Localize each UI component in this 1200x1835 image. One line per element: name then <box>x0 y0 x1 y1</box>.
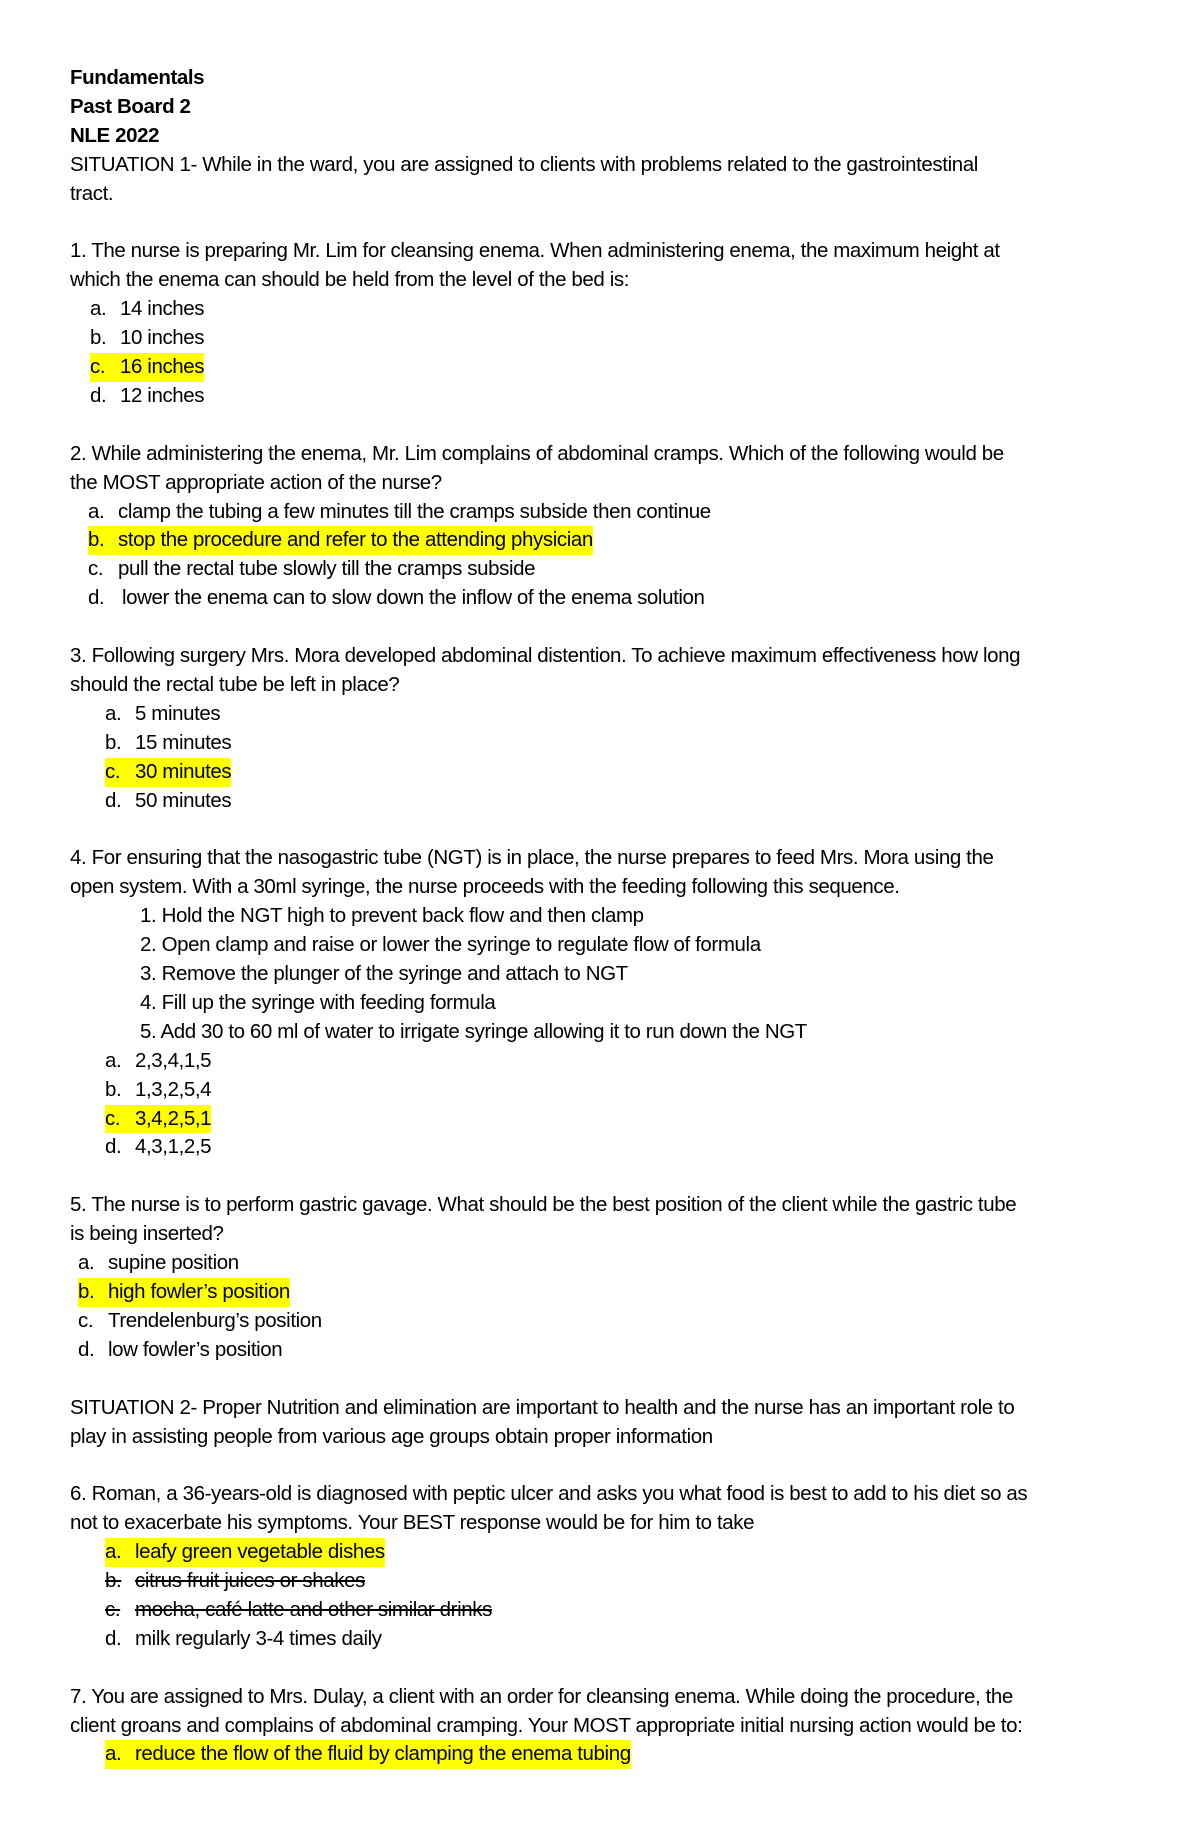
question-2-options <box>70 498 1150 614</box>
exam-title: NLE 2022 <box>70 123 160 147</box>
option-a: a. clamp the tubing a few minutes till the cramps subside then continue <box>88 499 711 523</box>
option-c-answer: c. 3,4,2,5,1 <box>105 1105 1150 1134</box>
option-c-struck: c. mocha, café latte and other similar drinks <box>105 1597 492 1621</box>
question-1-options <box>70 295 1150 411</box>
question-7-options <box>70 1740 1150 1769</box>
option-d: d. lower the enema can to slow down the inflow of the enema solution <box>88 586 705 610</box>
question-6-options <box>70 1538 1150 1654</box>
question-2-line-1: 2. While administering the enema, Mr. Lim complains of abdominal cramps. Which of the following would be <box>70 441 1004 465</box>
option-c: c. Trendelenburg’s position <box>78 1308 322 1332</box>
option-d: d. 4,3,1,2,5 <box>105 1135 212 1159</box>
question-5-line-1: 5. The nurse is to perform gastric gavage. What should be the best position of the client while the gastric tube <box>70 1193 1017 1217</box>
subject-title: Fundamentals <box>70 66 205 89</box>
question-3-options <box>70 700 1150 816</box>
option-b: b. 10 inches <box>90 326 205 350</box>
step-3: 3. Remove the plunger of the syringe and attach to NGT <box>140 962 628 986</box>
option-a: a. 2,3,4,1,5 <box>105 1048 212 1072</box>
question-4-line-1: 4. For ensuring that the nasogastric tube (NGT) is in place, the nurse prepares to feed Mrs. Mora using the <box>70 846 994 870</box>
question-5-options <box>70 1249 1150 1365</box>
option-c: c. pull the rectal tube slowly till the cramps subside <box>88 557 536 581</box>
question-5-line-2: is being inserted? <box>70 1222 224 1246</box>
option-a: a. supine position <box>78 1251 239 1275</box>
question-4-line-2: open system. With a 30ml syringe, the nurse proceeds with the feeding following this sequence. <box>70 875 900 899</box>
situation-2-line-1: SITUATION 2- Proper Nutrition and elimination are important to health and the nurse has an important role to <box>70 1395 1015 1419</box>
step-5: 5. Add 30 to 60 ml of water to irrigate syringe allowing it to run down the NGT <box>140 1019 807 1043</box>
option-d: d. milk regularly 3-4 times daily <box>105 1626 382 1650</box>
question-4-steps <box>70 902 1150 1047</box>
option-c-answer: c. 16 inches <box>90 353 1150 382</box>
option-d: d. 50 minutes <box>105 788 232 812</box>
option-b: b. 15 minutes <box>105 730 232 754</box>
question-6-line-2: not to exacerbate his symptoms. Your BEST response would be for him to take <box>70 1511 755 1535</box>
step-1: 1. Hold the NGT high to prevent back flow and then clamp <box>140 904 644 928</box>
option-c-answer: c. 30 minutes <box>105 758 1150 787</box>
question-4-options <box>70 1047 1150 1163</box>
step-4: 4. Fill up the syringe with feeding formula <box>140 990 496 1014</box>
question-3-line-2: should the rectal tube be left in place? <box>70 672 400 696</box>
situation-2-line-2: play in assisting people from various age groups obtain proper information <box>70 1424 713 1448</box>
question-7-line-1: 7. You are assigned to Mrs. Dulay, a client with an order for cleansing enema. While doing the procedure, the <box>70 1684 1013 1708</box>
situation-1-line-1: SITUATION 1- While in the ward, you are assigned to clients with problems related to the gastrointestinal <box>70 152 978 176</box>
question-7-line-2: client groans and complains of abdominal cramping. Your MOST appropriate initial nursing action would be to: <box>70 1713 1023 1737</box>
option-b-answer: b. high fowler’s position <box>78 1278 1150 1307</box>
question-6-line-1: 6. Roman, a 36-years-old is diagnosed with peptic ulcer and asks you what food is best to add to his diet so as <box>70 1482 1028 1506</box>
option-d: d. low fowler’s position <box>78 1337 283 1361</box>
option-b-answer: b. stop the procedure and refer to the attending physician <box>88 526 1150 555</box>
situation-1-line-2: tract. <box>70 181 114 205</box>
question-2-line-2: the MOST appropriate action of the nurse? <box>70 470 442 494</box>
option-b-struck: b. citrus fruit juices or shakes <box>105 1569 365 1593</box>
option-b: b. 1,3,2,5,4 <box>105 1077 212 1101</box>
question-3-line-1: 3. Following surgery Mrs. Mora developed abdominal distention. To achieve maximum effectiveness how long <box>70 644 1021 668</box>
option-d: d. 12 inches <box>90 383 205 407</box>
set-title: Past Board 2 <box>70 94 191 118</box>
question-1-line-2: which the enema can should be held from the level of the bed is: <box>70 268 630 292</box>
option-a: a. 5 minutes <box>105 701 221 725</box>
option-a-answer: a. reduce the flow of the fluid by clamping the enema tubing <box>105 1740 1150 1769</box>
question-1-line-1: 1. The nurse is preparing Mr. Lim for cleansing enema. When administering enema, the maximum height at <box>70 239 1000 263</box>
option-a: a. 14 inches <box>90 297 205 321</box>
document-page <box>70 64 1150 1769</box>
option-a-answer: a. leafy green vegetable dishes <box>105 1538 1150 1567</box>
step-2: 2. Open clamp and raise or lower the syringe to regulate flow of formula <box>140 933 761 957</box>
